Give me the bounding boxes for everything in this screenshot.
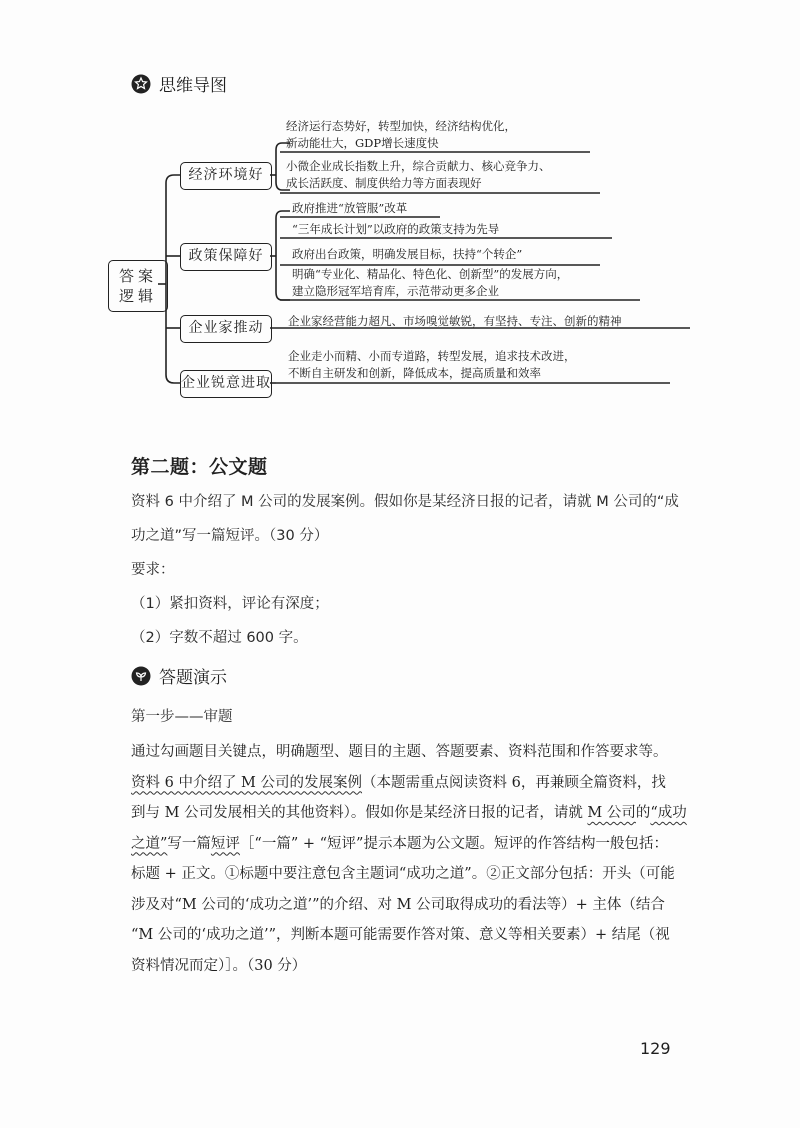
highlight-success-way-1: “成功 <box>650 805 687 821</box>
answer-heading-text: 答题演示 <box>159 668 227 688</box>
mindmap-note-policy-2: “三年成长计划”以政府的政策支持为先导 <box>292 222 500 236</box>
leaf-badge-icon <box>131 666 151 686</box>
answer-line-4-write: 写一篇 <box>167 835 211 852</box>
answer-step-title: 第一步——审题 <box>131 709 233 725</box>
mindmap-heading-text: 思维导图 <box>159 76 227 96</box>
question-requirement-2: （2）字数不超过 600 字。 <box>131 630 308 646</box>
mindmap-note-policy-4: 明确“专业化、精品化、特色化、创新型”的发展方向， 建立隐形冠军培育库，示范带动更多企业 <box>292 267 569 298</box>
answer-heading <box>131 663 227 688</box>
answer-line-4 <box>131 829 691 860</box>
mindmap-note-policy-3: 政府出台政策，明确发展目标，扶持“个转企” <box>292 247 523 261</box>
answer-body <box>131 737 691 981</box>
answer-line-1: 通过勾画题目关键点，明确题型、题目的主题、答题要素、资料范围和作答要求等。 <box>131 744 668 760</box>
answer-line-4-rest: ［“一篇” + “短评”提示本题为公文题。短评的作答结构一般包括： <box>239 835 668 852</box>
mindmap-branch-entrepreneur: 企业家推动 <box>180 315 272 343</box>
highlight-m-company: M 公司 <box>587 805 636 821</box>
answer-line-8: 资料情况而定）］。（30 分） <box>131 957 307 974</box>
question-stem-line-2: 功之道”写一篇短评。（30 分） <box>131 528 329 544</box>
question-requirements-label: 要求： <box>131 562 175 578</box>
question-stem-line-1: 资料 6 中介绍了 M 公司的发展案例。假如你是某经济日报的记者，请就 M 公司的“成 <box>131 494 679 510</box>
answer-line-7: “M 公司的‘成功之道’”，判断本题可能需要作答对策、意义等相关要素）+ 结尾（视 <box>131 927 670 943</box>
answer-line-6: 涉及对“M 公司的‘成功之道’”的介绍、对 M 公司取得成功的看法等）+ 主体（结合 <box>131 896 665 913</box>
highlight-success-way-2: 之道” <box>131 835 168 852</box>
question-requirement-1: （1）紧扣资料，评论有深度； <box>131 596 329 612</box>
mindmap-note-economy-1: 经济运行态势好，转型加快，经济结构优化， 新动能壮大，GDP增长速度快 <box>286 119 516 150</box>
answer-line-3-de: 的 <box>635 805 651 821</box>
question-stem <box>131 485 691 655</box>
mindmap-branch-enterprise: 企业锐意进取 <box>180 370 272 398</box>
mindmap-root-node: 答案 逻辑 <box>108 260 168 312</box>
answer-line-2 <box>131 768 691 799</box>
mindmap-note-entrepreneur-1: 企业家经营能力超凡、市场嗅觉敏锐，有坚持、专注、创新的精神 <box>288 314 622 328</box>
mindmap-note-economy-2: 小微企业成长指数上升，综合贡献力、核心竞争力、 成长活跃度、制度供给力等方面表现好 <box>286 159 551 190</box>
answer-line-3 <box>131 798 691 829</box>
mindmap-note-policy-1: 政府推进“放管服”改革 <box>292 201 408 215</box>
answer-line-3-start: 到与 M 公司发展相关的其他资料）。假如你是某经济日报的记者，请就 <box>131 805 588 821</box>
mindmap-branch-policy: 政策保障好 <box>180 243 272 271</box>
mindmap-note-enterprise-1: 企业走小而精、小而专道路，转型发展，追求技术改进， 不断自主研发和创新，降低成本，提高质量和效率 <box>288 349 576 380</box>
highlight-short-review: 短评 <box>210 835 240 852</box>
question-title: 第二题：公文题 <box>131 456 268 478</box>
highlight-material-6: 资料 6 中介绍了 M 公司的发展案例 <box>131 774 363 791</box>
answer-line-2-rest: （本题需重点阅读资料 6，再兼顾全篇资料，找 <box>362 774 666 791</box>
answer-line-5: 标题 + 正文。①标题中要注意包含主题词“成功之道”。②正文部分包括：开头（可能 <box>131 866 675 882</box>
page-number: 129 <box>640 1039 671 1058</box>
mindmap-branch-economy: 经济环境好 <box>180 162 272 190</box>
